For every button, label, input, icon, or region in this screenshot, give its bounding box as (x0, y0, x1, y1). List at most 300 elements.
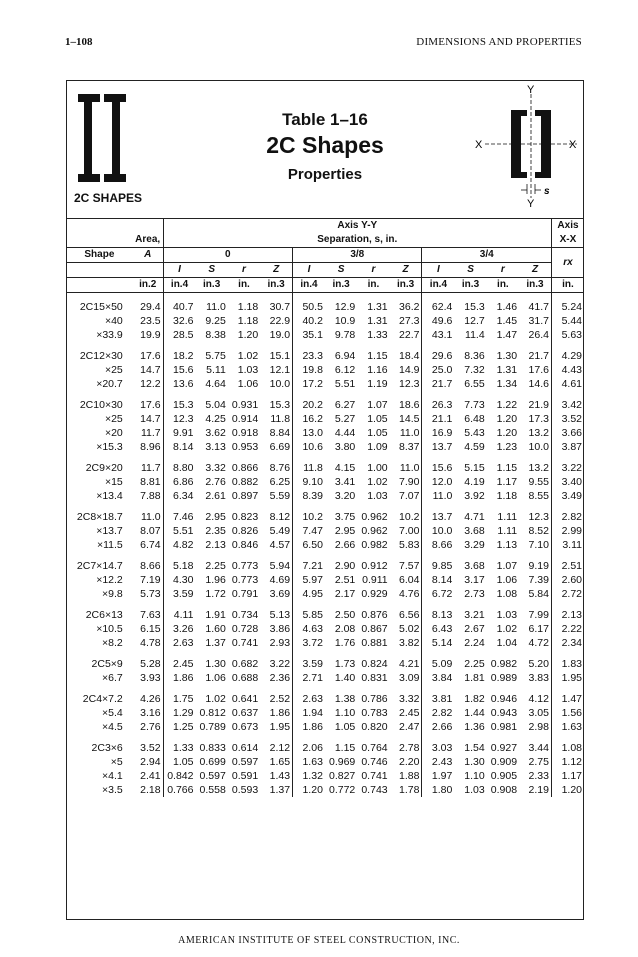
value-cell: 1.12 (561, 756, 582, 768)
section-title: DIMENSIONS AND PROPERTIES (416, 36, 582, 48)
value-cell: 0.791 (231, 588, 259, 600)
table-row (66, 769, 584, 783)
value-cell: 0.783 (361, 707, 388, 719)
value-cell: 13.2 (519, 461, 551, 475)
value-cell: 32.6 (173, 315, 194, 327)
value-cell: 5.97 (302, 574, 323, 586)
unit-cell: in. (228, 278, 260, 293)
value-cell: 0.597 (199, 770, 226, 782)
value-cell: 28.5 (173, 329, 194, 341)
y-axis-bottom-label: Y (527, 198, 535, 210)
value-cell: 1.56 (561, 707, 582, 719)
value-cell: 8.38 (205, 329, 226, 341)
value-cell: 12.9 (334, 301, 356, 313)
value-cell: 2.95 (334, 525, 356, 537)
value-cell: 1.72 (205, 588, 226, 600)
value-cell: 3.52 (561, 413, 582, 425)
table-row (66, 328, 584, 342)
value-cell: 1.02 (496, 623, 518, 635)
value-cell: 3.81 (431, 693, 453, 705)
value-cell: 0.641 (231, 693, 259, 705)
value-cell: 5.63 (561, 329, 582, 341)
value-cell: 1.02 (237, 350, 259, 362)
value-cell: 1.15 (496, 462, 518, 474)
value-cell: 1.11 (497, 511, 518, 523)
value-cell: 0.876 (361, 609, 388, 621)
value-cell: 0.741 (231, 637, 259, 649)
prop-r: r (357, 263, 389, 278)
value-cell: 21.9 (519, 398, 551, 412)
value-cell: 4.44 (334, 427, 356, 439)
value-cell: 2.75 (519, 755, 551, 769)
value-cell: 2.73 (464, 588, 485, 600)
value-cell: 2.52 (260, 692, 292, 706)
value-cell: 1.20 (237, 329, 259, 341)
unit-cell: in.4 (163, 278, 195, 293)
unit-cell: in. (357, 278, 389, 293)
value-cell: 4.21 (390, 657, 422, 671)
value-cell: 14.7 (133, 363, 163, 377)
shape-designation: ×9.8 (102, 588, 123, 600)
value-cell: 5.02 (390, 622, 422, 636)
value-cell: 5.44 (561, 315, 582, 327)
value-cell: 4.61 (561, 378, 582, 390)
value-cell: 0.981 (490, 721, 518, 733)
value-cell: 2.25 (205, 560, 226, 572)
value-cell: 17.6 (133, 349, 163, 363)
value-cell: 2.13 (561, 609, 582, 621)
value-cell: 5.14 (431, 637, 453, 649)
value-cell: 3.09 (390, 671, 422, 685)
value-cell: 0.914 (231, 413, 259, 425)
value-cell: 0.989 (490, 672, 518, 684)
unit-cell: in.2 (133, 278, 163, 293)
value-cell: 50.5 (302, 301, 323, 313)
value-cell: 1.86 (260, 706, 292, 720)
value-cell: 2.99 (561, 525, 582, 537)
value-cell: 1.34 (496, 378, 518, 390)
unit-cell: in.3 (325, 278, 357, 293)
value-cell: 1.95 (260, 720, 292, 734)
value-cell: 7.57 (390, 559, 422, 573)
value-cell: 0.982 (361, 539, 388, 551)
shape-designation: ×33.9 (96, 329, 123, 341)
value-cell: 20.2 (302, 399, 323, 411)
value-cell: 3.66 (561, 427, 582, 439)
value-cell: 0.558 (199, 784, 226, 796)
value-cell: 3.62 (205, 427, 226, 439)
value-cell: 12.3 (519, 510, 551, 524)
separation-label: s (544, 186, 550, 197)
value-cell: 4.63 (302, 623, 323, 635)
value-cell: 1.78 (390, 783, 422, 797)
value-cell: 0.946 (490, 693, 518, 705)
value-cell: 4.15 (334, 462, 356, 474)
value-cell: 9.91 (173, 427, 194, 439)
shape-header: Shape (66, 248, 133, 263)
value-cell: 0.741 (361, 770, 388, 782)
value-cell: 14.9 (390, 363, 422, 377)
value-cell: 62.4 (431, 301, 453, 313)
page-footer: AMERICAN INSTITUTE OF STEEL CONSTRUCTION, INC. (178, 935, 460, 946)
value-cell: 4.57 (260, 538, 292, 552)
table-subtitle: Properties (287, 166, 363, 183)
value-cell: 31.7 (519, 314, 551, 328)
table-row (66, 755, 584, 769)
shape-designation: 2C9×20 (85, 462, 123, 474)
value-cell: 3.68 (464, 560, 485, 572)
value-cell: 40.7 (173, 301, 194, 313)
value-cell: 0.969 (328, 756, 356, 768)
value-cell: 2.63 (173, 637, 194, 649)
value-cell: 4.26 (133, 692, 163, 706)
value-cell: 17.6 (133, 398, 163, 412)
value-cell: 5.28 (133, 657, 163, 671)
table-number: Table 1–16 (282, 110, 368, 129)
value-cell: 0.637 (231, 707, 259, 719)
value-cell: 7.88 (133, 489, 163, 503)
value-cell: 2.51 (561, 560, 582, 572)
value-cell: 1.18 (237, 315, 259, 327)
value-cell: 4.25 (205, 413, 226, 425)
table-row (66, 510, 584, 524)
value-cell: 2.72 (561, 588, 582, 600)
value-cell: 0.743 (361, 784, 388, 796)
value-cell: 3.17 (464, 574, 485, 586)
value-cell: 10.2 (302, 511, 323, 523)
value-cell: 7.21 (302, 560, 323, 572)
value-cell: 1.18 (237, 301, 259, 313)
value-cell: 2.76 (205, 476, 226, 488)
value-cell: 1.29 (173, 707, 194, 719)
value-cell: 1.83 (561, 658, 582, 670)
table-row (66, 489, 584, 503)
shape-designation: ×20 (104, 427, 123, 439)
value-cell: 8.80 (173, 462, 194, 474)
table-row (66, 559, 584, 573)
value-cell: 13.7 (431, 511, 453, 523)
value-cell: 1.97 (431, 770, 453, 782)
value-cell: 12.3 (390, 377, 422, 391)
value-cell: 6.12 (334, 364, 356, 376)
value-cell: 1.20 (496, 413, 518, 425)
value-cell: 1.33 (367, 329, 388, 341)
value-cell: 1.20 (561, 784, 582, 796)
value-cell: 3.49 (561, 490, 582, 502)
value-cell: 1.03 (464, 784, 485, 796)
value-cell: 2.08 (334, 623, 356, 635)
value-cell: 2.94 (133, 755, 163, 769)
value-cell: 0.593 (231, 784, 259, 796)
value-cell: 13.2 (519, 426, 551, 440)
value-cell: 3.41 (334, 476, 356, 488)
value-cell: 1.23 (496, 441, 518, 453)
value-cell: 16.9 (431, 427, 453, 439)
value-cell: 1.38 (334, 693, 356, 705)
value-cell: 1.30 (496, 350, 518, 362)
value-cell: 49.6 (431, 315, 453, 327)
value-cell: 0.897 (231, 490, 259, 502)
value-cell: 3.29 (464, 539, 485, 551)
value-cell: 4.30 (173, 574, 194, 586)
value-cell: 1.75 (173, 693, 194, 705)
value-cell: 1.44 (464, 707, 485, 719)
value-cell: 3.05 (519, 706, 551, 720)
value-cell: 3.68 (464, 525, 485, 537)
properties-table (66, 218, 584, 797)
value-cell: 2.90 (334, 560, 356, 572)
value-cell: 1.86 (173, 672, 194, 684)
value-cell: 5.13 (260, 608, 292, 622)
value-cell: 1.03 (496, 609, 518, 621)
value-cell: 2.34 (561, 637, 582, 649)
value-cell: 9.10 (302, 476, 323, 488)
value-cell: 4.64 (205, 378, 226, 390)
value-cell: 0.773 (231, 560, 259, 572)
value-cell: 0.786 (361, 693, 388, 705)
value-cell: 13.0 (302, 427, 323, 439)
value-cell: 0.918 (231, 427, 259, 439)
value-cell: 8.12 (260, 510, 292, 524)
value-cell: 1.36 (464, 721, 485, 733)
value-cell: 14.5 (390, 412, 422, 426)
shape-designation: ×13.7 (96, 525, 123, 537)
value-cell: 5.73 (133, 587, 163, 601)
value-cell: 1.10 (334, 707, 356, 719)
table-row (66, 426, 584, 440)
shape-designation: 2C12×30 (79, 350, 123, 362)
value-cell: 5.24 (561, 301, 582, 313)
table-row (66, 706, 584, 720)
value-cell: 16.2 (302, 413, 323, 425)
value-cell: 2.36 (260, 671, 292, 685)
table-row (66, 349, 584, 363)
value-cell: 8.07 (133, 524, 163, 538)
table-body (66, 293, 584, 798)
shape-designation: ×40 (104, 315, 123, 327)
value-cell: 1.81 (464, 672, 485, 684)
value-cell: 7.99 (519, 608, 551, 622)
value-cell: 1.17 (561, 770, 582, 782)
value-cell: 2.25 (464, 658, 485, 670)
shape-designation: 2C15×50 (79, 301, 123, 313)
value-cell: 4.72 (519, 636, 551, 650)
value-cell: 13.7 (431, 441, 453, 453)
value-cell: 3.82 (390, 636, 422, 650)
table-row (66, 636, 584, 650)
value-cell: 0.772 (328, 784, 356, 796)
value-cell: 5.51 (173, 525, 194, 537)
value-cell: 9.19 (519, 559, 551, 573)
value-cell: 3.40 (561, 476, 582, 488)
value-cell: 12.1 (260, 363, 292, 377)
table-row (66, 398, 584, 412)
value-cell: 8.81 (133, 475, 163, 489)
value-cell: 5.18 (173, 560, 194, 572)
value-cell: 5.83 (390, 538, 422, 552)
value-cell: 6.72 (431, 588, 453, 600)
value-cell: 1.37 (205, 637, 226, 649)
value-cell: 5.11 (206, 364, 226, 376)
value-cell: 7.00 (390, 524, 422, 538)
value-cell: 4.12 (519, 692, 551, 706)
value-cell: 1.06 (496, 574, 518, 586)
shape-designation: ×25 (104, 364, 123, 376)
shape-designation: 2C5×9 (91, 658, 123, 670)
value-cell: 8.37 (390, 440, 422, 454)
value-cell: 7.63 (133, 608, 163, 622)
value-cell: 1.47 (561, 693, 582, 705)
units-row (66, 278, 584, 293)
value-cell: 1.63 (561, 721, 582, 733)
value-cell: 0.766 (167, 784, 194, 796)
value-cell: 21.7 (431, 378, 453, 390)
value-cell: 2.24 (464, 637, 485, 649)
value-cell: 3.22 (561, 462, 582, 474)
value-cell: 19.8 (302, 364, 323, 376)
value-cell: 9.55 (519, 475, 551, 489)
value-cell: 12.0 (431, 476, 453, 488)
shape-designation: 2C10×30 (79, 399, 123, 411)
table-row (66, 314, 584, 328)
value-cell: 3.52 (133, 741, 163, 755)
shape-family-label: 2C SHAPES (74, 191, 143, 205)
value-cell: 7.90 (390, 475, 422, 489)
table-row (66, 783, 584, 797)
axis-xx-header-line2: X-X (559, 234, 577, 245)
value-cell: 1.02 (205, 693, 226, 705)
value-cell: 1.15 (334, 742, 356, 754)
value-cell: 1.04 (496, 637, 518, 649)
value-cell: 11.0 (390, 461, 422, 475)
value-cell: 10.0 (260, 377, 292, 391)
value-cell: 0.688 (231, 672, 259, 684)
value-cell: 0.982 (490, 658, 518, 670)
value-cell: 0.699 (199, 756, 226, 768)
shape-designation: ×4.1 (102, 770, 123, 782)
value-cell: 17.6 (519, 363, 551, 377)
value-cell: 0.734 (231, 609, 259, 621)
shape-designation: ×4.5 (102, 721, 123, 733)
value-cell: 1.46 (496, 301, 518, 313)
value-cell: 1.11 (497, 525, 518, 537)
table-row (66, 622, 584, 636)
value-cell: 1.16 (367, 364, 388, 376)
table-row (66, 363, 584, 377)
value-cell: 17.2 (302, 378, 323, 390)
y-axis-top-label: Y (527, 84, 535, 96)
value-cell: 6.50 (302, 539, 323, 551)
value-cell: 1.73 (334, 658, 356, 670)
value-cell: 5.51 (334, 378, 356, 390)
value-cell: 13.6 (173, 378, 194, 390)
value-cell: 3.72 (302, 637, 323, 649)
table-row (66, 671, 584, 685)
value-cell: 11.8 (303, 462, 323, 474)
value-cell: 0.812 (199, 707, 226, 719)
value-cell: 1.13 (496, 539, 518, 551)
value-cell: 1.30 (464, 756, 485, 768)
value-cell: 7.47 (302, 525, 323, 537)
value-cell: 1.43 (260, 769, 292, 783)
value-cell: 3.84 (431, 672, 453, 684)
value-cell: 1.94 (302, 707, 323, 719)
value-cell: 40.2 (302, 315, 323, 327)
value-cell: 0.931 (231, 399, 259, 411)
value-cell: 1.86 (302, 721, 323, 733)
value-cell: 2.45 (173, 658, 194, 670)
value-cell: 12.2 (133, 377, 163, 391)
value-cell: 2.76 (133, 720, 163, 734)
value-cell: 7.10 (519, 538, 551, 552)
value-cell: 1.17 (496, 476, 518, 488)
value-cell: 0.953 (231, 441, 259, 453)
shape-designation: ×10.5 (96, 623, 123, 635)
value-cell: 11.0 (390, 426, 422, 440)
unit-cell: in. (551, 278, 584, 293)
value-cell: 15.3 (464, 301, 485, 313)
shape-designation: 2C6×13 (85, 609, 123, 621)
shape-designation: 2C8×18.7 (76, 511, 123, 523)
value-cell: 3.21 (464, 609, 485, 621)
table-row (66, 587, 584, 601)
value-cell: 2.63 (302, 693, 323, 705)
value-cell: 30.7 (260, 300, 292, 314)
value-cell: 6.48 (464, 413, 485, 425)
value-cell: 23.3 (302, 350, 323, 362)
x-axis-left-label: X (475, 139, 483, 151)
table-row (66, 538, 584, 552)
table-title: 2C Shapes (266, 132, 384, 158)
value-cell: 8.13 (431, 609, 453, 621)
value-cell: 4.11 (173, 609, 194, 621)
value-cell: 0.789 (199, 721, 226, 733)
table-row (66, 440, 584, 454)
value-cell: 1.54 (464, 742, 485, 754)
value-cell: 4.69 (260, 573, 292, 587)
value-cell: 4.71 (464, 511, 485, 523)
value-cell: 3.16 (133, 706, 163, 720)
value-cell: 6.25 (260, 475, 292, 489)
shape-designation: ×5.4 (102, 707, 123, 719)
value-cell: 1.88 (390, 769, 422, 783)
sep-3-8-header: 3/8 (293, 248, 422, 263)
value-cell: 6.69 (260, 440, 292, 454)
value-cell: 4.19 (464, 476, 485, 488)
value-cell: 5.09 (431, 658, 453, 670)
value-cell: 5.20 (519, 657, 551, 671)
value-cell: 7.46 (173, 511, 194, 523)
value-cell: 0.597 (231, 756, 259, 768)
value-cell: 11.0 (133, 510, 163, 524)
value-cell: 8.14 (173, 441, 194, 453)
sep-3-4-header: 3/4 (422, 248, 551, 263)
value-cell: 2.41 (133, 769, 163, 783)
value-cell: 7.07 (390, 489, 422, 503)
value-cell: 1.45 (496, 315, 518, 327)
value-cell: 4.95 (302, 588, 323, 600)
value-cell: 6.04 (390, 573, 422, 587)
rx-header: rx (551, 248, 584, 278)
value-cell: 1.03 (367, 490, 388, 502)
value-cell: 5.59 (260, 489, 292, 503)
prop-z: Z (519, 263, 551, 278)
value-cell: 3.59 (173, 588, 194, 600)
value-cell: 0.827 (328, 770, 356, 782)
value-cell: 2.17 (334, 588, 356, 600)
value-cell: 0.746 (361, 756, 388, 768)
value-cell: 3.92 (464, 490, 485, 502)
